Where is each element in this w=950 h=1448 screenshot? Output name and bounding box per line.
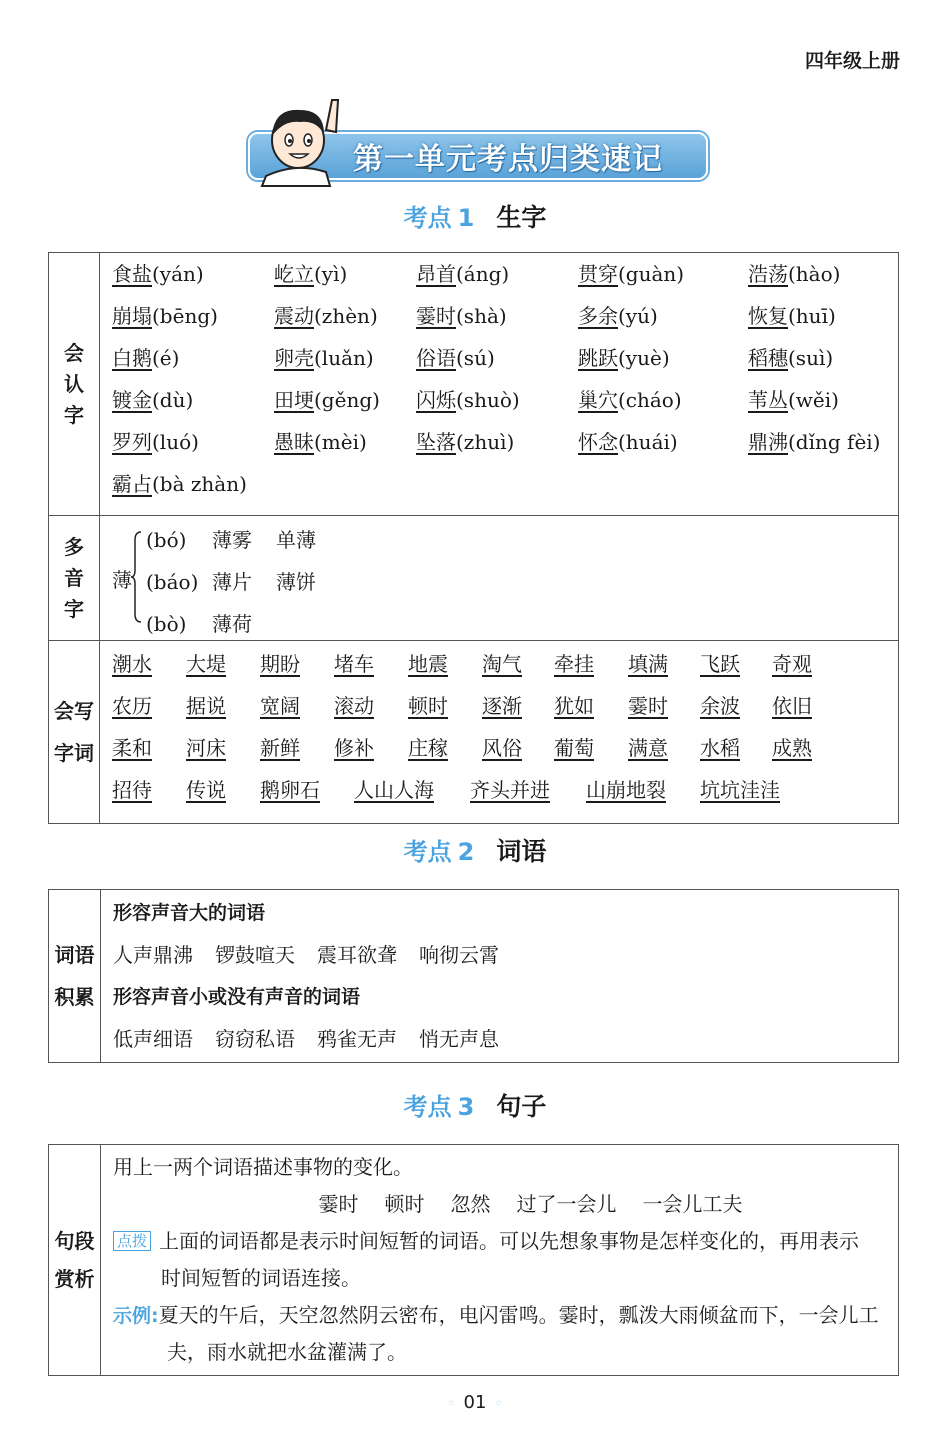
pinyin: (hào) [788, 262, 841, 286]
write-word: 农历 [112, 694, 152, 718]
write-word: 填满 [628, 652, 668, 676]
word: 闪烁 [416, 388, 456, 412]
vocab-content [101, 890, 899, 1063]
label-char: 音 [64, 565, 84, 590]
polyphone-char: 薄 [112, 568, 132, 592]
idiom: 低声细语 [113, 1027, 193, 1051]
label-line: 字词 [54, 741, 94, 765]
polyphone-row [49, 516, 899, 641]
recognize-content [100, 253, 899, 516]
grade-label: 四年级上册 [804, 50, 900, 72]
write-word: 齐头并进 [470, 778, 550, 802]
write-content [100, 641, 899, 824]
polyphone-label [49, 516, 100, 641]
word: 食盐 [112, 262, 152, 286]
write-word: 逐渐 [482, 694, 522, 718]
word: 单薄 [276, 528, 316, 552]
example-line-2: 夫，雨水就把水盆灌满了。 [167, 1340, 407, 1364]
word: 霎时 [416, 304, 456, 328]
word: 薄荷 [212, 612, 252, 636]
pinyin: (yuè) [618, 346, 670, 370]
pinyin: (sú) [456, 346, 495, 370]
pinyin: (zhuì) [456, 430, 515, 454]
word: 怀念 [578, 430, 618, 454]
time-word: 霎时 [318, 1192, 359, 1216]
write-word: 淘气 [482, 652, 522, 676]
section-heading-3 [0, 1087, 950, 1123]
write-word: 河床 [186, 736, 226, 760]
word: 昂首 [416, 262, 456, 286]
word: 卵壳 [274, 346, 314, 370]
recognize-item [112, 385, 274, 427]
polyphone-reading-1 [146, 524, 316, 553]
pinyin: (guàn) [618, 262, 685, 286]
idiom: 鸦雀无声 [317, 1027, 397, 1051]
idiom: 窃窃私语 [215, 1027, 295, 1051]
example-text: 夏天的午后，天空忽然阴云密布，电闪雷鸣。霎时，瓢泼大雨倾盆而下，一会儿工 [158, 1303, 879, 1327]
recognize-item [112, 301, 274, 343]
pinyin: (yì) [314, 262, 348, 286]
recognize-item [578, 427, 748, 469]
word: 屹立 [274, 262, 314, 286]
idiom: 锣鼓喧天 [215, 943, 295, 967]
write-line [112, 733, 888, 775]
section-title: 词语 [496, 837, 547, 866]
write-word: 飞跃 [700, 652, 740, 676]
write-word: 据说 [186, 694, 226, 718]
recognize-item [112, 469, 274, 511]
time-word: 顿时 [384, 1192, 425, 1216]
vocab-heading-quiet: 形容声音小或没有声音的词语 [113, 986, 361, 1008]
write-word: 鹅卵石 [260, 778, 320, 802]
write-word: 葡萄 [554, 736, 594, 760]
pinyin: (luǎn) [314, 346, 374, 370]
write-word: 堵车 [334, 652, 374, 676]
recognize-item [274, 385, 416, 427]
word: 薄饼 [276, 570, 316, 594]
recognize-item [416, 343, 578, 385]
recognize-item [578, 385, 748, 427]
idiom: 悄无声息 [419, 1027, 499, 1051]
boy-mascot-icon [256, 88, 356, 188]
recognize-item [274, 259, 416, 301]
write-word: 大堤 [186, 652, 226, 676]
pinyin: (huī) [788, 304, 836, 328]
recognize-item [274, 343, 416, 385]
write-word: 地震 [408, 652, 448, 676]
dot-icon: ◦ [494, 1396, 503, 1412]
write-label [49, 641, 100, 824]
recognize-item [416, 427, 578, 469]
write-word: 传说 [186, 778, 226, 802]
write-word: 新鲜 [260, 736, 300, 760]
word: 薄片 [212, 570, 252, 594]
recognize-item [416, 259, 578, 301]
recognize-item [112, 259, 274, 301]
write-word: 牵挂 [554, 652, 594, 676]
recognize-label [49, 253, 100, 516]
recognize-item [416, 301, 578, 343]
write-word: 风俗 [482, 736, 522, 760]
time-word: 忽然 [450, 1192, 491, 1216]
kaodian-label: 考点 [403, 838, 452, 866]
word: 恢复 [748, 304, 788, 328]
quiet-words [113, 1018, 888, 1060]
word: 鼎沸 [748, 430, 788, 454]
pinyin: (bò) [146, 612, 187, 636]
tip-tag: 点拨 [113, 1231, 151, 1251]
time-word: 一会儿工夫 [642, 1192, 743, 1216]
tip-line-1 [113, 1223, 888, 1260]
recognize-item [578, 343, 748, 385]
write-line [112, 691, 888, 733]
recognize-item [112, 427, 274, 469]
write-word: 霎时 [628, 694, 668, 718]
pinyin: (dǐng fèi) [788, 430, 881, 454]
write-word: 宽阔 [260, 694, 300, 718]
tip-line-2: 时间短暂的词语连接。 [161, 1266, 361, 1290]
label-char: 字 [64, 402, 84, 427]
word: 罗列 [112, 430, 152, 454]
word: 坠落 [416, 430, 456, 454]
vocab-label [49, 890, 101, 1063]
pinyin: (yú) [618, 304, 658, 328]
write-word: 顿时 [408, 694, 448, 718]
kaodian-number: 3 [457, 1093, 475, 1121]
write-word: 人山人海 [354, 778, 434, 802]
page-number [0, 1392, 950, 1413]
kaodian-label: 考点 [403, 1093, 452, 1121]
section-heading-2 [0, 832, 950, 868]
recognize-item [748, 343, 888, 385]
recognize-row [49, 253, 899, 516]
write-line [112, 775, 888, 817]
write-word: 犹如 [554, 694, 594, 718]
page-number-text: 01 [463, 1392, 487, 1413]
recognize-item [578, 301, 748, 343]
characters-table [48, 252, 899, 824]
word: 田埂 [274, 388, 314, 412]
write-word: 奇观 [772, 652, 812, 676]
write-word: 潮水 [112, 652, 152, 676]
sentence-label [49, 1145, 101, 1376]
word: 镀金 [112, 388, 152, 412]
word: 愚昧 [274, 430, 314, 454]
pinyin: (shà) [456, 304, 507, 328]
loud-words [113, 934, 888, 976]
label-line: 赏析 [54, 1267, 95, 1291]
pinyin: (cháo) [618, 388, 682, 412]
polyphone-reading-2 [146, 566, 316, 595]
vocab-table [48, 889, 899, 1063]
time-word: 过了一会儿 [516, 1192, 617, 1216]
word: 苇丛 [748, 388, 788, 412]
pinyin: (áng) [456, 262, 510, 286]
label-char: 认 [64, 371, 84, 396]
recognize-item [274, 301, 416, 343]
pinyin: (dù) [152, 388, 194, 412]
idiom: 响彻云霄 [419, 943, 499, 967]
recognize-item [748, 427, 888, 469]
word: 俗语 [416, 346, 456, 370]
write-word: 修补 [334, 736, 374, 760]
write-word: 满意 [628, 736, 668, 760]
pinyin: (huái) [618, 430, 678, 454]
word: 跳跃 [578, 346, 618, 370]
write-word: 山崩地裂 [586, 778, 666, 802]
polyphone-content [100, 516, 899, 641]
kaodian-number: 1 [457, 204, 475, 232]
write-word: 庄稼 [408, 736, 448, 760]
write-word: 期盼 [260, 652, 300, 676]
write-word: 余波 [700, 694, 740, 718]
word: 浩荡 [748, 262, 788, 286]
kaodian-label: 考点 [403, 204, 452, 232]
write-word: 坑坑洼洼 [700, 778, 780, 802]
word: 薄雾 [212, 528, 252, 552]
recognize-item [748, 301, 888, 343]
recognize-item [748, 259, 888, 301]
pinyin: (zhèn) [314, 304, 378, 328]
vocab-heading-loud: 形容声音大的词语 [113, 902, 266, 924]
pinyin: (shuò) [456, 388, 520, 412]
recognize-grid [112, 253, 888, 515]
pinyin: (luó) [152, 430, 199, 454]
word: 崩塌 [112, 304, 152, 328]
word: 稻穗 [748, 346, 788, 370]
word: 白鹅 [112, 346, 152, 370]
write-word: 柔和 [112, 736, 152, 760]
section-title: 句子 [496, 1092, 547, 1121]
idiom: 人声鼎沸 [113, 943, 193, 967]
pinyin: (mèi) [314, 430, 367, 454]
polyphone-block [112, 516, 888, 640]
label-line: 会写 [54, 699, 94, 723]
word: 贯穿 [578, 262, 618, 286]
label-line: 词语 [54, 943, 95, 967]
word: 巢穴 [578, 388, 618, 412]
idiom: 震耳欲聋 [317, 943, 397, 967]
pinyin: (wěi) [788, 388, 839, 412]
pinyin: (é) [152, 346, 180, 370]
pinyin: (bēng) [152, 304, 218, 328]
word: 多余 [578, 304, 618, 328]
label-char: 多 [64, 534, 84, 559]
word: 震动 [274, 304, 314, 328]
write-word: 招待 [112, 778, 152, 802]
pinyin: (báo) [146, 570, 199, 594]
unit-banner [248, 88, 718, 188]
example-tag: 示例: [113, 1305, 159, 1327]
tip-text: 上面的词语都是表示时间短暂的词语。可以先想象事物是怎样变化的，再用表示 [159, 1229, 860, 1253]
write-row [49, 641, 899, 824]
pinyin: (bà zhàn) [152, 472, 247, 496]
write-word: 依旧 [772, 694, 812, 718]
sentence-content [101, 1145, 899, 1376]
write-line [112, 649, 888, 691]
recognize-item [748, 385, 888, 427]
banner-title: 第一单元考点归类速记 [353, 142, 663, 177]
section-heading-1 [0, 198, 950, 234]
recognize-item [578, 259, 748, 301]
pinyin: (bó) [146, 528, 187, 552]
pinyin: (yán) [152, 262, 204, 286]
sentence-task: 用上一两个词语描述事物的变化。 [113, 1155, 413, 1179]
label-char: 字 [64, 596, 84, 621]
label-char: 会 [64, 340, 84, 365]
write-word: 成熟 [772, 736, 812, 760]
dot-icon: ◦ [447, 1396, 456, 1412]
polyphone-reading-3 [146, 608, 276, 637]
pinyin: (gěng) [314, 388, 380, 412]
recognize-item [274, 427, 416, 469]
pinyin: (suì) [788, 346, 834, 370]
label-line: 积累 [54, 985, 95, 1009]
kaodian-number: 2 [457, 838, 475, 866]
write-grid [112, 641, 888, 823]
word: 霸占 [112, 472, 152, 496]
recognize-item [416, 385, 578, 427]
example-line-1 [113, 1297, 888, 1334]
write-word: 水稻 [700, 736, 740, 760]
write-word: 滚动 [334, 694, 374, 718]
recognize-item [112, 343, 274, 385]
sentence-table [48, 1144, 899, 1376]
brace-icon [130, 530, 142, 624]
time-words [113, 1186, 888, 1223]
section-title: 生字 [496, 203, 547, 232]
label-line: 句段 [54, 1229, 95, 1253]
